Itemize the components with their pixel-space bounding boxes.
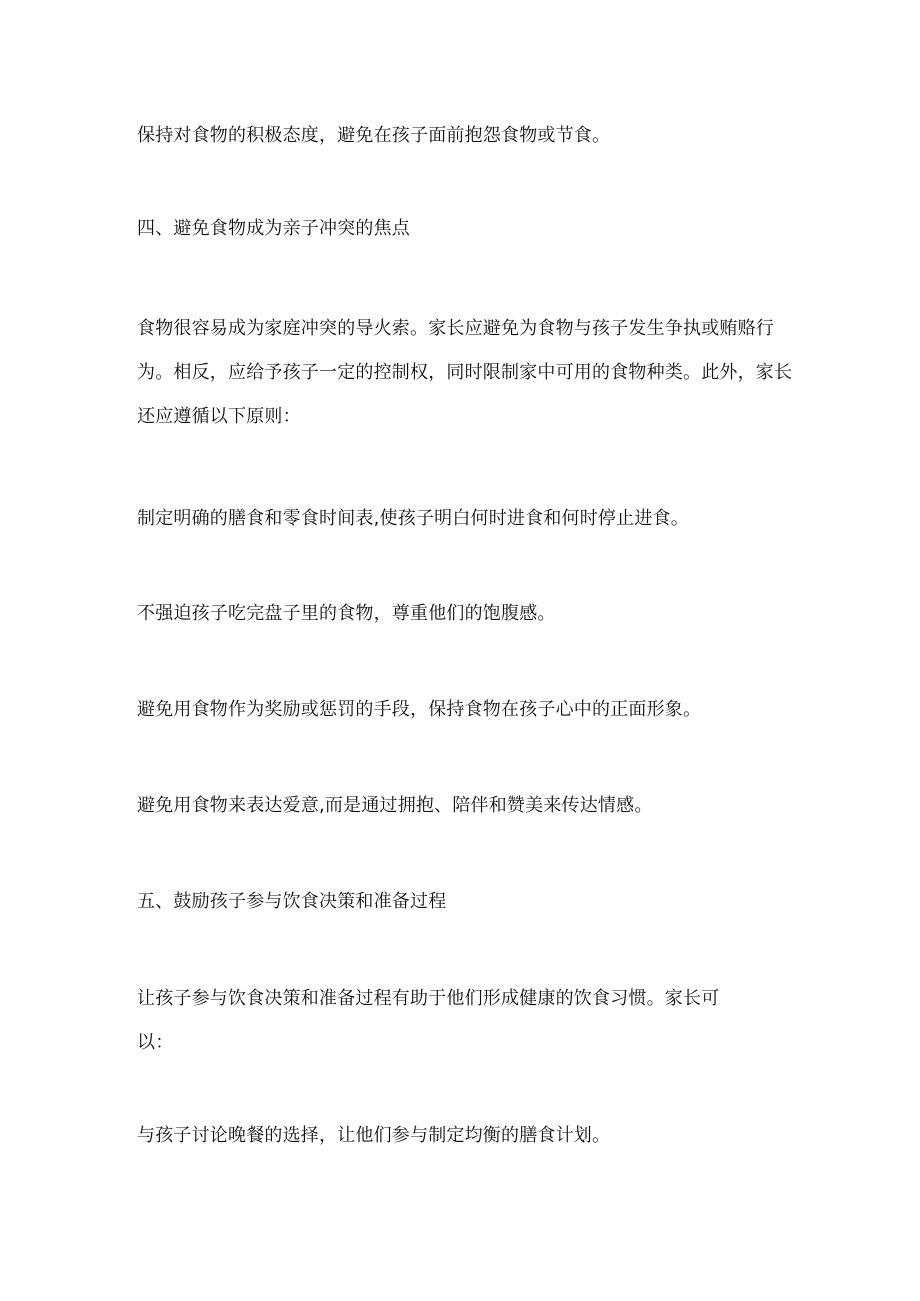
paragraph-no-forcing: 不强迫孩子吃完盘子里的食物，尊重他们的饱腹感。 bbox=[137, 603, 556, 624]
paragraph-express-love: 避免用食物来表达爱意,而是通过拥抱、陪伴和赞美来传达情感。 bbox=[137, 795, 653, 816]
paragraph-meal-schedule: 制定明确的膳食和零食时间表,使孩子明白何时进食和何时停止进食。 bbox=[137, 508, 689, 529]
paragraph-involve-children: 让孩子参与饮食决策和准备过程有助于他们形成健康的饮食习惯。家长可以： bbox=[137, 988, 720, 1053]
paragraph-avoid-conflict: 食物很容易成为家庭冲突的导火索。家长应避免为食物与孩子发生争执或贿赂行为。相反，应给予孩子一定的控制权，同时限制家中可用的食物种类。此外，家长还应遵循以下原则： bbox=[137, 318, 793, 427]
paragraph-no-reward-punishment: 避免用食物作为奖励或惩罚的手段，保持食物在孩子心中的正面形象。 bbox=[137, 699, 702, 720]
section-heading-4: 四、避免食物成为亲子冲突的焦点 bbox=[137, 218, 410, 239]
section-heading-5: 五、鼓励孩子参与饮食决策和准备过程 bbox=[137, 891, 447, 912]
paragraph-positive-attitude: 保持对食物的积极态度，避免在孩子面前抱怨食物或节食。 bbox=[137, 125, 611, 146]
paragraph-dinner-choice: 与孩子讨论晚餐的选择，让他们参与制定均衡的膳食计划。 bbox=[137, 1125, 611, 1146]
